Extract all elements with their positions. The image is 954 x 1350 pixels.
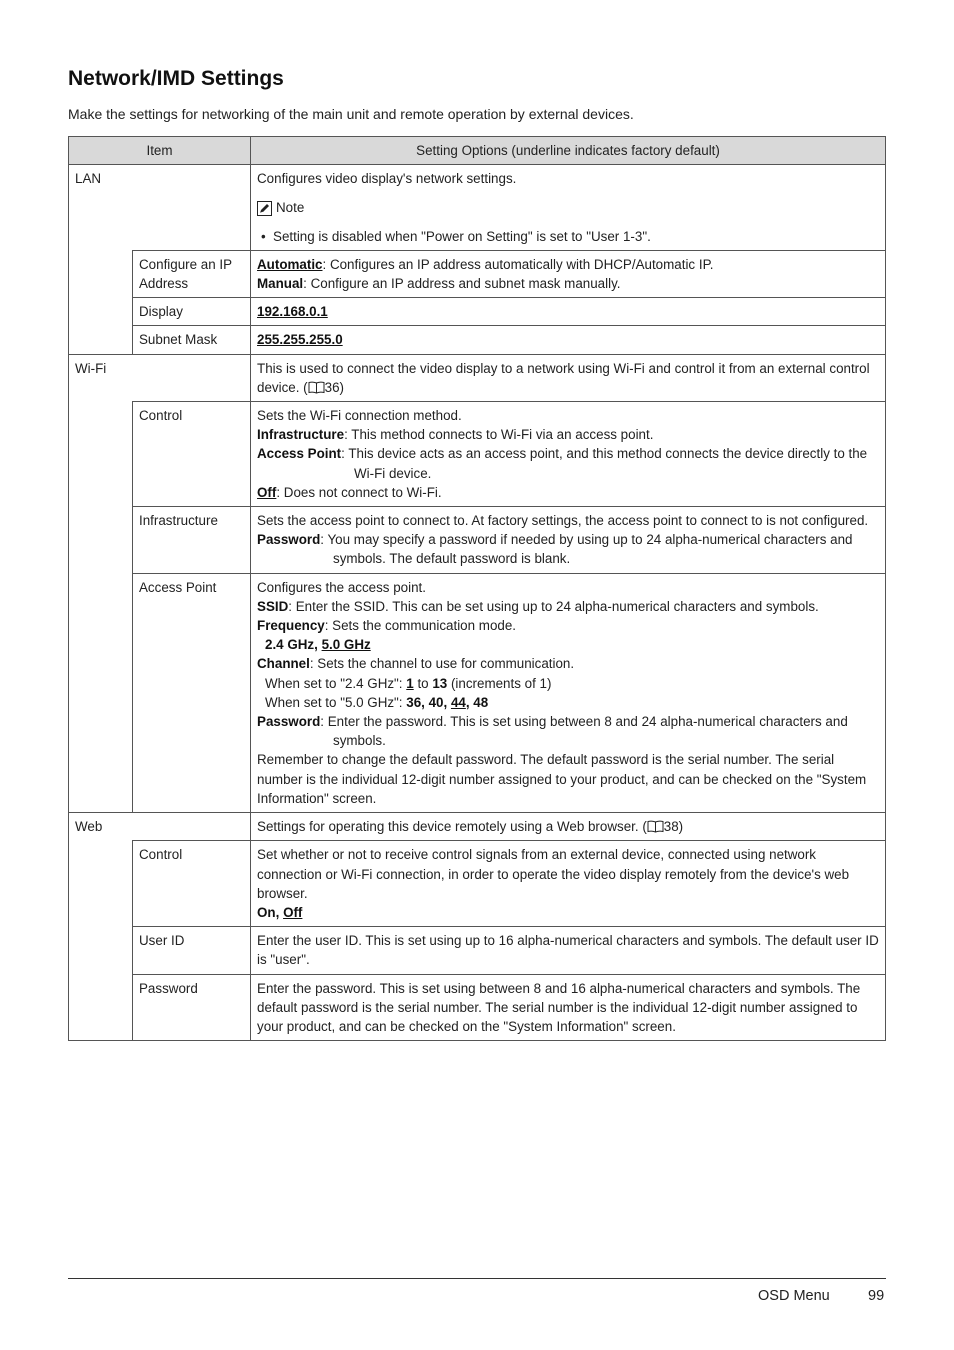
lan-spacer [69, 250, 133, 297]
table-row-lan-ip [69, 250, 886, 297]
web-spacer [69, 974, 133, 1041]
web-options [251, 813, 886, 841]
ap-pw-term: Password [257, 714, 321, 730]
item-infrastructure: Infrastructure [133, 507, 251, 574]
web-opt-off: Off [283, 904, 303, 920]
ap-intro: Configures the access point. [257, 579, 426, 595]
footer-divider [68, 1278, 886, 1279]
settings-table [68, 136, 886, 1041]
header-options: Setting Options (underline indicates factory default) [251, 137, 886, 165]
header-item: Item [69, 137, 251, 165]
infrastructure-password [257, 530, 879, 568]
ip-automatic [257, 255, 879, 274]
table-row-web [69, 813, 886, 841]
ssid-desc: : Enter the SSID. This can be set using up to 24 alpha-numerical characters and symbols. [288, 598, 819, 614]
item-display: Display [133, 298, 251, 326]
display-value: 192.168.0.1 [257, 304, 328, 320]
access-point-options [251, 573, 886, 812]
ip-automatic-desc: : Configures an IP address automatically with DHCP/Automatic IP. [322, 256, 714, 272]
chan50-default: 44 [450, 694, 466, 710]
chan24-max: 13 [432, 675, 448, 691]
ap-remember-note: Remember to change the default password. The default password is the serial number. The serial number is the individual 12-digit number assigned to your product, and can be checked on the "System Information" screen. [257, 752, 867, 806]
note-bullet [257, 227, 879, 246]
wifi-spacer [69, 507, 133, 574]
ip-options [251, 250, 886, 297]
item-user-id: User ID [133, 927, 251, 974]
chan50-label: When set to "5.0 GHz": [265, 694, 407, 710]
ap-frequency [257, 616, 879, 635]
item-wifi-control: Control [133, 402, 251, 507]
book-icon [308, 380, 325, 393]
note-pencil-icon [257, 201, 272, 216]
wifi-spacer [69, 402, 133, 507]
table-row-wifi-control [69, 402, 886, 507]
note-heading [257, 198, 879, 217]
chan24-inc: (increments of 1) [447, 675, 552, 691]
bullet-dot-icon: • [261, 228, 266, 244]
off-desc: : Does not connect to Wi-Fi. [276, 484, 442, 500]
infrastructure-options [251, 507, 886, 574]
infra-term: Infrastructure [257, 427, 345, 443]
page-title: Network/IMD Settings [68, 67, 284, 90]
table-row-wifi [69, 354, 886, 401]
wifi-control-intro: Sets the Wi-Fi connection method. [257, 408, 462, 424]
wifi-page-ref: 36) [324, 379, 344, 395]
book-icon [647, 819, 664, 832]
item-access-point: Access Point [133, 573, 251, 812]
ap-password [257, 712, 879, 750]
ap-pw-desc: : Enter the password. This is set using between 8 and 24 alpha-numerical characters and symbols. [320, 714, 848, 749]
web-password-options: Enter the password. This is set using between 8 and 16 alpha-numerical characters and symbols. The default password is the serial number. The serial number is the individual 12-digit number assigned to your product, and can be checked on the "System Information" screen. [251, 974, 886, 1041]
note-label: Note [276, 200, 305, 216]
off-term: Off [257, 484, 277, 500]
infrastructure-intro: Sets the access point to connect to. At factory settings, the access point to connect to is not configured. [257, 513, 869, 529]
footer-section: OSD Menu [758, 1288, 830, 1304]
table-row-web-user-id [69, 927, 886, 974]
chan50-values: 36, 40, [406, 694, 451, 710]
user-id-options: Enter the user ID. This is set using up to 16 alpha-numerical characters and symbols. The default user ID is "user". [251, 927, 886, 974]
table-row-web-password [69, 974, 886, 1041]
table-row-wifi-infrastructure [69, 507, 886, 574]
web-spacer [69, 841, 133, 927]
infra-pw-desc: : You may specify a password if needed by using up to 24 alpha-numerical characters and symbols. The default password is blank. [320, 532, 853, 567]
item-wifi: Wi-Fi [69, 354, 251, 401]
ip-automatic-term: Automatic [257, 256, 323, 272]
page-intro: Make the settings for networking of the main unit and remote operation by external devices. [68, 106, 634, 122]
ap-channel-50 [257, 693, 879, 712]
freq-desc: : Sets the communication mode. [324, 618, 517, 634]
item-web-password: Password [133, 974, 251, 1041]
item-subnet-mask: Subnet Mask [133, 326, 251, 354]
chan24-label: When set to "2.4 GHz": [265, 675, 407, 691]
wifi-options [251, 354, 886, 401]
ip-manual-term: Manual [257, 276, 304, 292]
freq-opt-50: 5.0 GHz [321, 637, 371, 653]
item-configure-ip: Configure an IP Address [133, 250, 251, 297]
web-control-desc: Set whether or not to receive control signals from an external device, connected using network connection or Wi-Fi connection, in order to operate the video display remotely from the device's web browser. [257, 847, 850, 901]
freq-opt-24: 2.4 GHz, [265, 637, 322, 653]
lan-options [251, 165, 886, 251]
table-header-row [69, 137, 886, 165]
web-control-values [257, 903, 879, 922]
ap-channel-24 [257, 674, 879, 693]
subnet-value: 255.255.255.0 [257, 332, 343, 348]
web-control-options [251, 841, 886, 927]
ap-ssid [257, 597, 879, 616]
wifi-control-off [257, 483, 879, 502]
wifi-desc: This is used to connect the video display to a network using Wi-Fi and control it from an external control device. ( [257, 360, 870, 395]
ap-channel [257, 654, 879, 673]
page-number: 99 [868, 1288, 885, 1304]
infra-desc: : This method connects to Wi-Fi via an access point. [344, 427, 654, 443]
note-bullet-text: Setting is disabled when "Power on Setting" is set to "User 1-3". [273, 228, 651, 244]
chan-desc: : Sets the channel to use for communication. [309, 656, 575, 672]
lan-desc: Configures video display's network settings. [257, 171, 517, 187]
wifi-control-ap [257, 444, 879, 482]
table-row-lan-display [69, 298, 886, 326]
subnet-options [251, 326, 886, 354]
ssid-term: SSID [257, 598, 289, 614]
web-page-ref: 38) [663, 819, 684, 835]
lan-spacer [69, 326, 133, 354]
table-row-web-control [69, 841, 886, 927]
freq-term: Frequency [257, 618, 325, 634]
item-web-control: Control [133, 841, 251, 927]
ap-desc: : This device acts as an access point, and this method connects the device directly to the Wi-Fi device. [341, 446, 868, 481]
lan-spacer [69, 298, 133, 326]
wifi-spacer [69, 573, 133, 812]
chan50-last: , 48 [465, 694, 489, 710]
web-desc: Settings for operating this device remotely using a Web browser. ( [257, 819, 647, 835]
chan-term: Channel [257, 656, 310, 672]
table-row-lan [69, 165, 886, 251]
display-options [251, 298, 886, 326]
web-opt-on: On, [257, 904, 284, 920]
ap-term: Access Point [257, 446, 342, 462]
web-spacer [69, 927, 133, 974]
chan24-default: 1 [406, 675, 414, 691]
wifi-control-infra [257, 425, 879, 444]
infra-pw-term: Password [257, 532, 321, 548]
ap-frequency-options [257, 635, 879, 654]
item-web: Web [69, 813, 251, 841]
item-lan: LAN [69, 165, 251, 251]
table-row-wifi-access-point [69, 573, 886, 812]
table-row-lan-subnet [69, 326, 886, 354]
wifi-control-options [251, 402, 886, 507]
ip-manual-desc: : Configure an IP address and subnet mask manually. [303, 276, 621, 292]
ip-manual [257, 274, 879, 293]
chan24-to: to [413, 675, 433, 691]
